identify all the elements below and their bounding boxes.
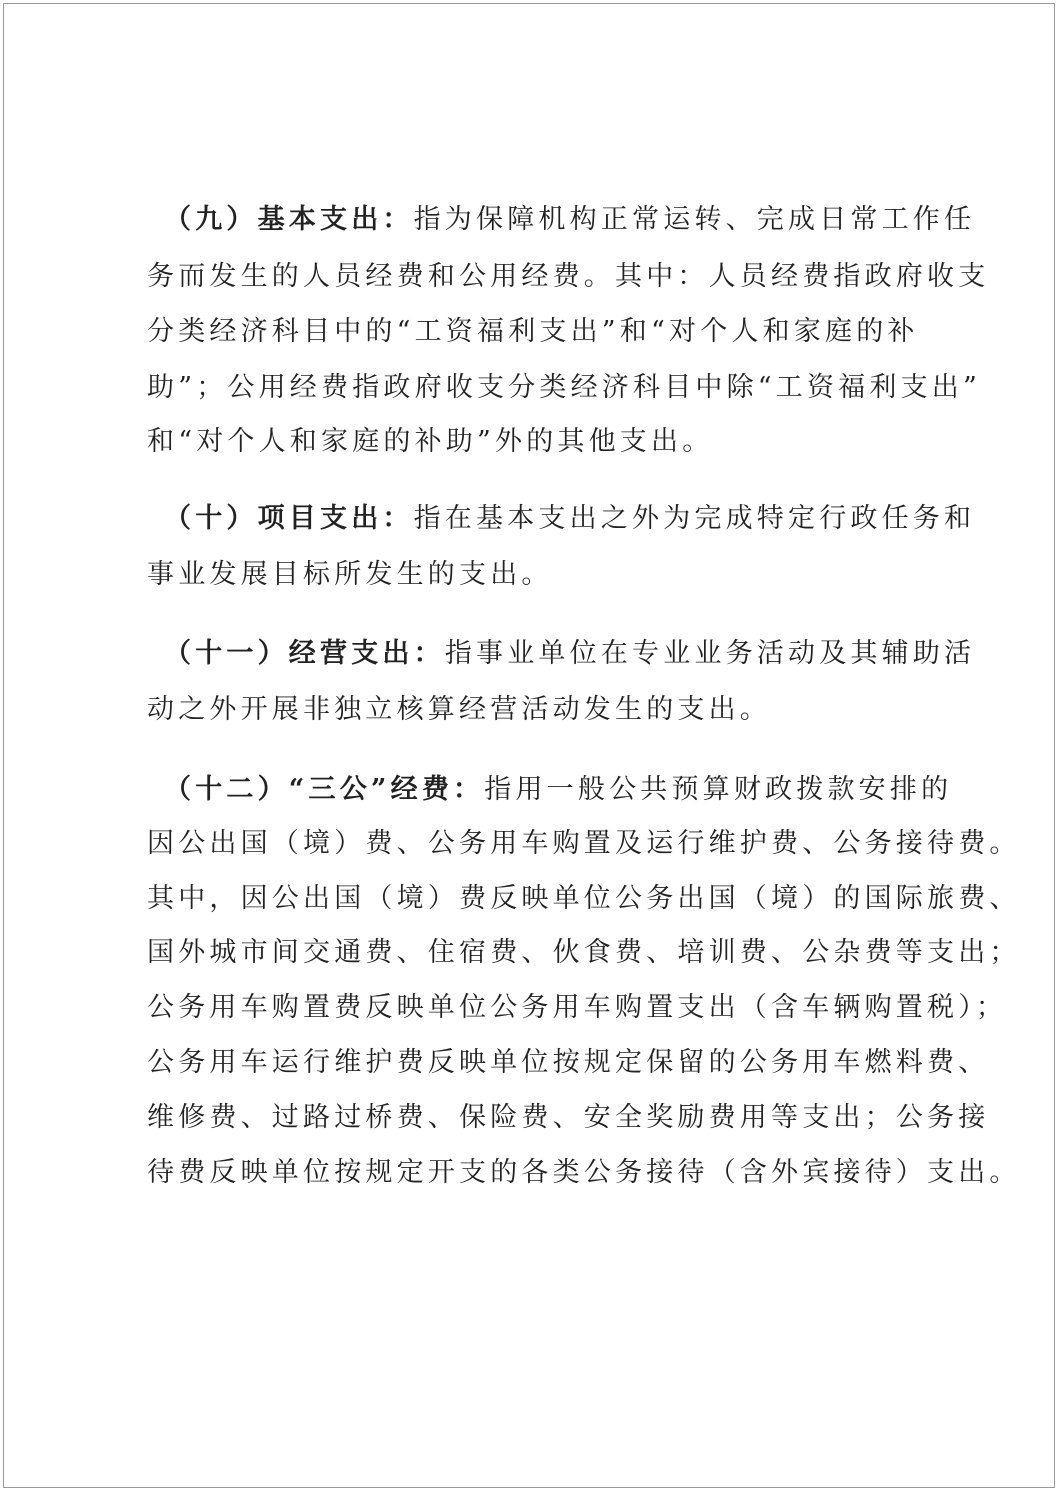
- text-line: 动之外开展非独立核算经营活动发生的支出。: [147, 694, 771, 725]
- text-line: 务而发生的人员经费和公用经费。其中：人员经费指政府收支: [147, 261, 990, 292]
- text-line: 其中，因公出国（境）费反映单位公务出国（境）的国际旅费、: [147, 883, 1021, 914]
- text-line: 因公出国（境）费、公务用车购置及运行维护费、公务接待费。: [147, 828, 1021, 859]
- text-line: 分类经济科目中的“工资福利支出”和“对个人和家庭的补: [147, 316, 919, 347]
- text-line: 事业发展目标所发生的支出。: [147, 559, 553, 590]
- document-page: [3, 3, 1055, 1488]
- paragraph-three-public-funds-line-1: [164, 772, 952, 808]
- text-line: 维修费、过路过桥费、保险费、安全奖励费用等支出；公务接: [147, 1102, 990, 1133]
- text-line: 待费反映单位按规定开支的各类公务接待（含外宾接待）支出。: [147, 1157, 1021, 1188]
- text-line: 指事业单位在专业业务活动及其辅助活: [444, 638, 976, 669]
- text-line: 指为保障机构正常运转、完成日常工作任: [413, 204, 976, 235]
- text-line: 指在基本支出之外为完成特定行政任务和: [413, 503, 976, 534]
- text-line: 公务用车运行维护费反映单位按规定保留的公务用车燃料费、: [147, 1047, 990, 1078]
- paragraph-project-expenditure-line-1: [164, 501, 975, 537]
- paragraph-basic-expenditure-line-1: [164, 202, 975, 238]
- term-project-expenditure: （十）项目支出：: [164, 503, 414, 534]
- term-basic-expenditure: （九）基本支出：: [164, 204, 414, 235]
- text-line: 指用一般公共预算财政拨款安排的: [484, 774, 953, 805]
- text-line: 和“对个人和家庭的补助”外的其他支出。: [147, 426, 714, 457]
- term-operating-expenditure: （十一）经营支出：: [164, 638, 445, 669]
- text-line: 公务用车购置费反映单位公务用车购置支出（含车辆购置税）；: [147, 992, 1008, 1023]
- paragraph-operating-expenditure-line-1: [164, 636, 975, 672]
- text-line: 国外城市间交通费、住宿费、伙食费、培训费、公杂费等支出；: [147, 937, 1021, 968]
- term-three-public-funds: （十二）“三公”经费：: [164, 774, 485, 805]
- text-line: 助”；公用经费指政府收支分类经济科目中除“工资福利支出”: [147, 372, 982, 403]
